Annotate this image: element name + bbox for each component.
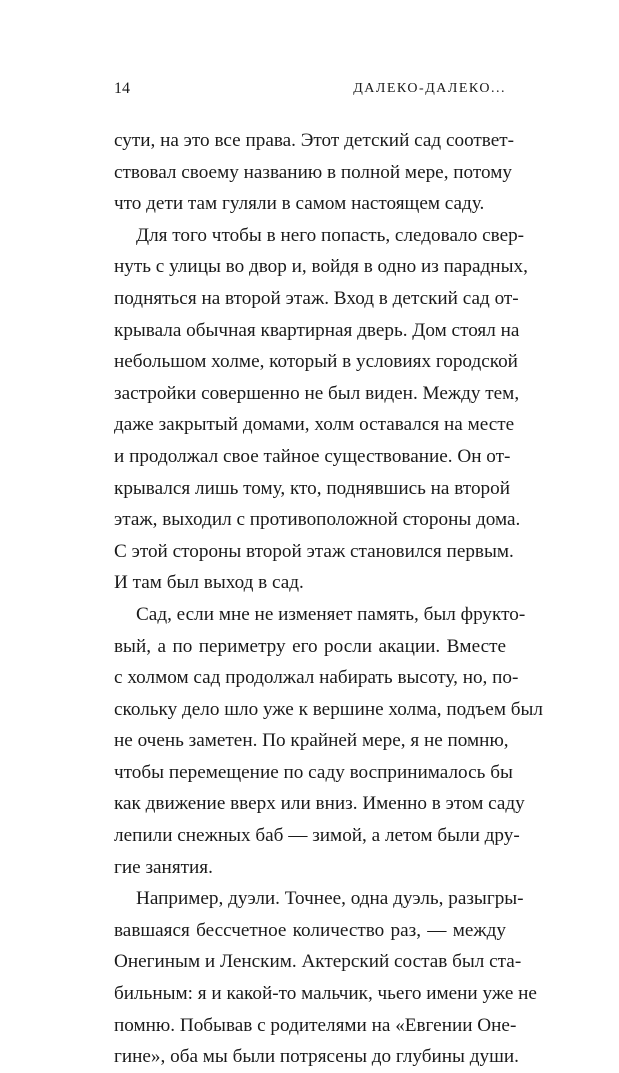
body-text <box>114 125 543 1073</box>
text-line: Для того чтобы в него попасть, следовало свер- <box>136 224 525 246</box>
text-line: гие занятия. <box>114 856 213 878</box>
text-line: Например, дуэли. Точнее, одна дуэль, разыгры- <box>136 888 524 910</box>
page-number: 14 <box>114 80 130 97</box>
text-line: крывался лишь тому, кто, поднявшись на второй <box>114 477 511 499</box>
text-line: с холмом сад продолжал набирать высоту, но, по- <box>114 667 519 689</box>
text-line: помню. Побывав с родителями на «Евгении Оне- <box>114 1014 517 1036</box>
text-line: этаж, выходил с противоположной стороны дома. <box>114 509 521 531</box>
text-line: подняться на второй этаж. Вход в детский сад от- <box>114 287 519 309</box>
text-line: вавшаяся бессчетное количество раз, — между <box>114 919 506 941</box>
text-line: гине», оба мы были потрясены до глубины души. <box>114 1046 519 1068</box>
text-line: скольку дело шло уже к вершине холма, подъем был <box>114 698 543 720</box>
text-line: лепили снежных баб — зимой, а летом были дру- <box>114 825 520 847</box>
text-line: чтобы перемещение по саду воспринималось бы <box>114 761 513 783</box>
text-line: С этой стороны второй этаж становился первым. <box>114 540 514 562</box>
text-line: нуть с улицы во двор и, войдя в одно из парадных, <box>114 256 528 278</box>
paragraph <box>114 220 528 599</box>
text-line: Онегиным и Ленским. Актерский состав был ста- <box>114 951 522 973</box>
text-line: сути, на это все права. Этот детский сад соответ- <box>114 130 515 151</box>
text-line: вый, а по периметру его росли акации. Вместе <box>114 635 506 657</box>
text-line: застройки совершенно не был виден. Между тем, <box>114 382 520 404</box>
book-title: ДАЛЕКО-ДАЛЕКО... <box>353 81 506 96</box>
text-line: крывала обычная квартирная дверь. Дом стоял на <box>114 319 520 341</box>
text-line: и продолжал свое тайное существование. Он от- <box>114 445 511 467</box>
text-line: И там был выход в сад. <box>114 572 304 594</box>
text-line: небольшом холме, который в условиях городской <box>114 351 518 373</box>
paragraph <box>114 883 537 1073</box>
paragraph <box>114 125 515 220</box>
text-line: что дети там гуляли в самом настоящем саду. <box>114 193 485 215</box>
text-line: не очень заметен. По крайней мере, я не помню, <box>114 730 509 752</box>
text-line: как движение вверх или вниз. Именно в этом саду <box>114 793 525 815</box>
text-line: Сад, если мне не изменяет память, был фрукто- <box>136 603 526 625</box>
text-line: даже закрытый домами, холм оставался на месте <box>114 414 515 436</box>
text-line: ствовал своему названию в полной мере, потому <box>114 161 512 183</box>
paragraph <box>114 599 543 883</box>
running-head <box>114 78 506 100</box>
text-line: бильным: я и какой-то мальчик, чьего имени уже не <box>114 983 537 1005</box>
